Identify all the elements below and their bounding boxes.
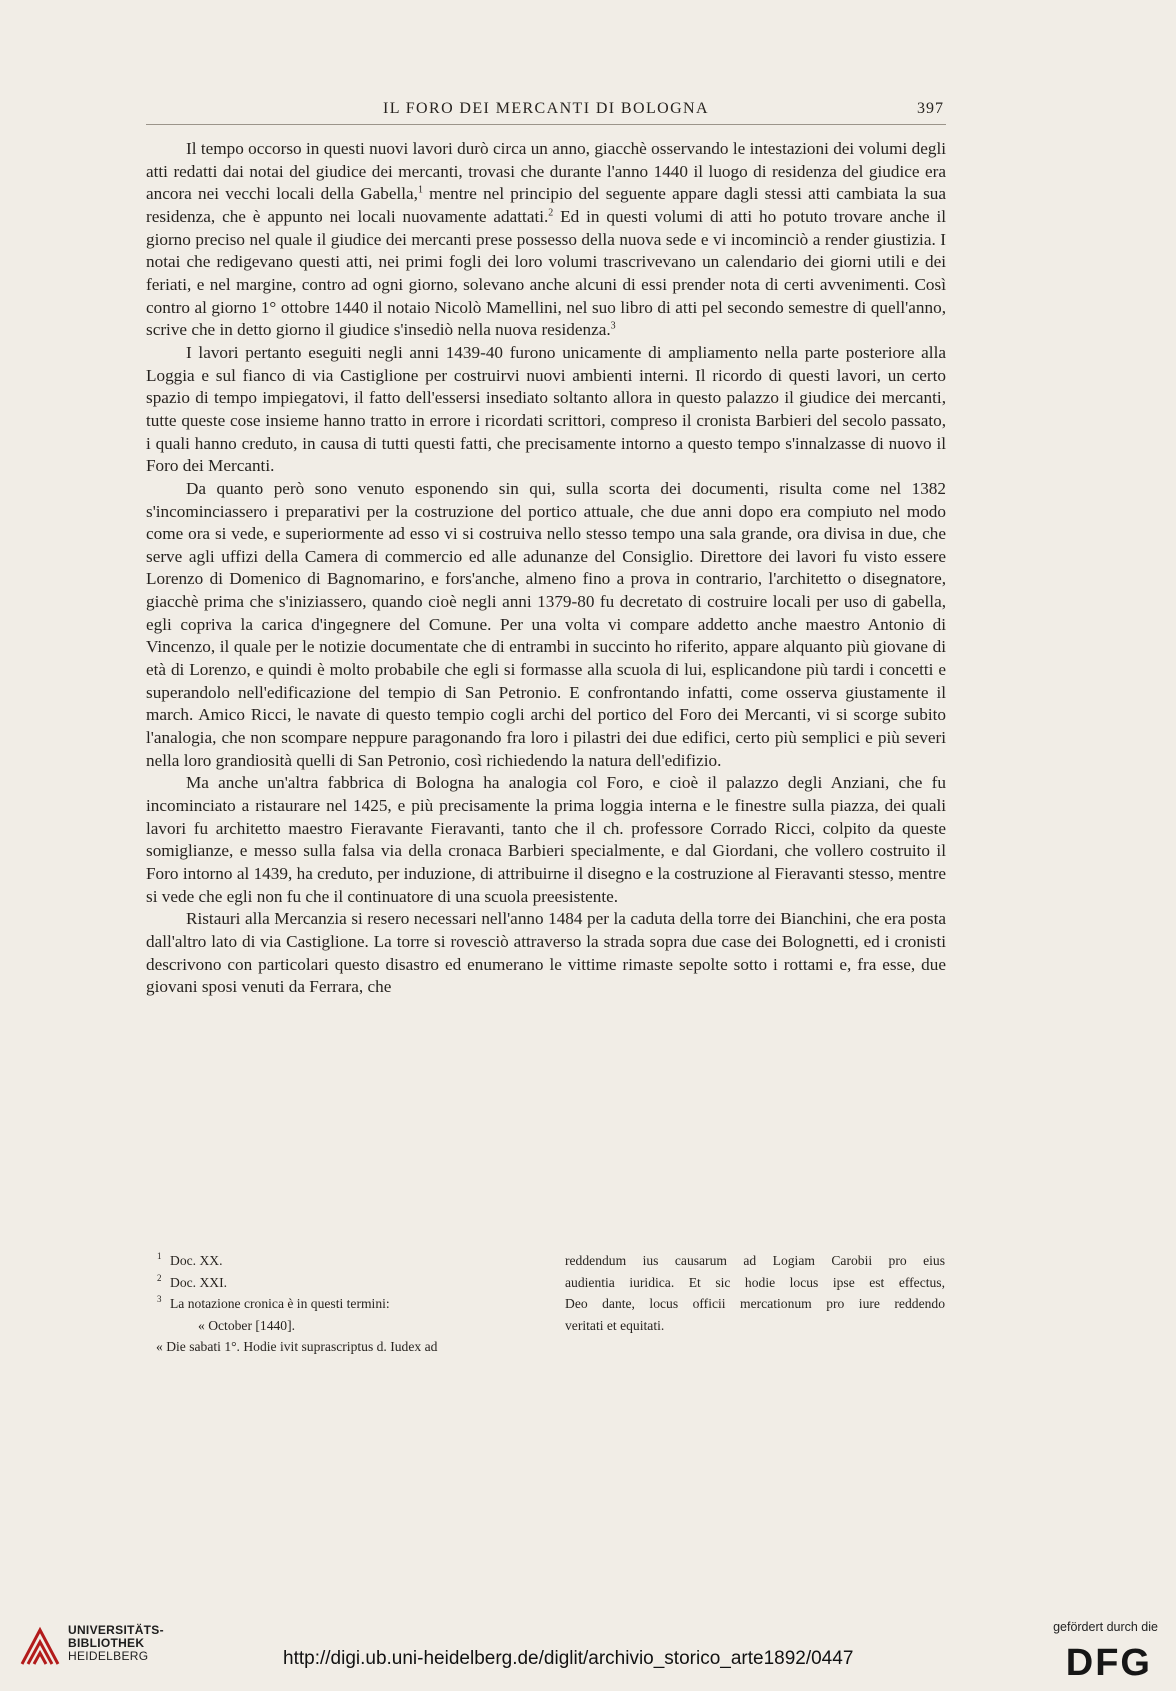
footer-bar [0, 1602, 1176, 1691]
footnote-text: La notazione cronica è in questi termini: [170, 1296, 390, 1311]
permalink-url[interactable]: http://digi.ub.uni-heidelberg.de/diglit/archivio_storico_arte1892/0447 [283, 1648, 854, 1669]
footnote-line [157, 1293, 540, 1315]
footnote-mark: 3 [157, 1294, 162, 1304]
footnote-text: « Die sabati 1°. Hodie ivit suprascriptus d. Iudex ad [156, 1339, 438, 1354]
footnote-ref-1: 1 [417, 184, 423, 196]
library-name-line-2: BIBLIOTHEK [68, 1636, 145, 1650]
footnote-text: « October [1440]. [198, 1317, 296, 1333]
paragraph-1-text-c: Ed in questi volumi di atti ho potuto trovare anche il giorno preciso nel quale il giudice dei mercanti prese possesso della nuova sede e vi incominciò a render giustizia. I notai che redigevano questi atti, nei primi fogli dei loro volumi trascrivevano un calendario dei giorni utili e dei feriati, e nel margine, contro ad ogni giorno, solevano anche alcuni di essi prender nota di certi avvenimenti. Così contro al giorno 1° ottobre 1440 il notaio Nicolò Mamellini, nel suo libro di atti pel secondo semestre di quell'anno, scrive che in detto giorno il giudice s'insediò nella nuova residenza. [146, 206, 946, 340]
library-name [68, 1624, 164, 1663]
footnote-line [157, 1272, 540, 1294]
paragraph-3: Da quanto però sono venuto esponendo sin qui, sulla scorta dei documenti, risulta come nel 1382 s'incominciassero i preparativi per la costruzione del portico attuale, che due anni dopo era compiuto nel modo come ora si vede, e superiormente ad esso vi si costruiva nello stesso tempo una sala grande, ora divisa in due, che serve agli uffizi della Camera di commercio ed alle adunanze del Consiglio. Direttore dei lavori fu visto essere Lorenzo di Domenico di Bagnomarino, e fors'anche, almeno fino a prova in contrario, l'architetto o disegnatore, giacchè prima che s'iniziassero, quando cioè negli anni 1379-80 fu decretato di costruire locali per uso di gabella, egli copriva la carica d'ingegnere del Comune. Per una volta vi compare addetto anche maestro Antonio di Vincenzo, il quale per le notizie documentate che di entrambi in succinto ho riferito, appare alquanto più giovane di età di Lorenzo, e quindi è molto probabile che egli si formasse alla scuola di lui, esplicandone più tardi i concetti e superandolo nell'edificazione del tempio di San Petronio. E confrontando infatti, come osserva giustamente il march. Amico Ricci, le navate di questo tempio cogli archi del portico del Foro dei Mercanti, vi si scorge subito l'analogia, che non scompare neppure paragonando fra loro i pilastri dei due edifici, certo più semplici e più severi nella loro grandiosità quelli di San Petronio, così richiedendo la natura dell'edifizio. [146, 478, 946, 770]
running-title: IL FORO DEI MERCANTI DI BOLOGNA [383, 100, 709, 117]
paragraph-5: Ristauri alla Mercanzia si resero necessari nell'anno 1484 per la caduta della torre dei Bianchini, che era posta dall'altro lato di via Castiglione. La torre si rovesciò attraverso la strada sopra due case dei Bolognetti, ed i cronisti descrivono con particolari questo disastro ed enumerano le vittime rimaste sepolte sotto i rottami e, fra esse, due giovani sposi venuti da Ferrara, che [146, 909, 946, 997]
footnote-line: reddendum ius causarum ad Logiam Carobii pro eius [565, 1253, 945, 1268]
dfg-logo: DFG [1065, 1642, 1152, 1684]
footnote-line [156, 1336, 540, 1358]
running-head [146, 98, 946, 125]
paragraph-1 [146, 138, 946, 342]
footnotes-right-column [565, 1250, 945, 1336]
paragraph-4: Ma anche un'altra fabbrica di Bologna ha analogia col Foro, e cioè il palazzo degli Anziani, che fu incominciato a ristaurare nel 1425, e più precisamente la prima loggia interna e le finestre sulla piazza, dei quali lavori fu architetto maestro Fieravante Fieravanti, tanto che il ch. professore Corrado Ricci, colpito da queste somiglianze, e messo sulla falsa via della cronaca Barbieri specialmente, e dal Giordani, che vollero costruito il Foro intorno al 1439, ha creduto, per induzione, di attribuirne il disegno e la costruzione al Fieravanti stesso, mentre si vede che egli non fu che il continuatore di una scuola preesistente. [146, 773, 946, 906]
paragraph-1-text-a: Il tempo occorso in questi nuovi lavori durò circa un anno, giacchè osservando le intestazioni dei volumi degli atti redatti dai notai del giudice dei mercanti, trovasi che durante l'anno 1440 il luogo di residenza del giudice era ancora nei vecchi locali della Gabella, [146, 139, 946, 204]
footnote-ref-3: 3 [610, 320, 616, 332]
footnote-text: Doc. XX. [170, 1253, 223, 1268]
footnote-line: veritati et equitati. [565, 1317, 665, 1333]
footnotes-left-column [156, 1250, 540, 1358]
footnote-mark: 1 [157, 1251, 162, 1261]
footnote-text: Doc. XXI. [170, 1274, 228, 1290]
paragraph-2: I lavori pertanto eseguiti negli anni 1439-40 furono unicamente di ampliamento nella parte posteriore alla Loggia e sul fianco di via Castiglione per costruirvi nuovi ambienti interni. Il ricordo di questi lavori, un certo spazio di tempo impiegatovi, il fatto dell'essersi insediato soltanto allora in questo palazzo il giudice dei mercanti, tutte queste cose insieme hanno tratto in errore i ricordati scrittori, compreso il cronista Barbieri del secolo passato, i quali hanno creduto, in causa di tutti questi fatti, che precisamente intorno a questo tempo s'innalzasse di nuovo il Foro dei Mercanti. [146, 342, 946, 476]
library-name-line-3: HEIDELBERG [68, 1649, 149, 1663]
funded-by-label: gefördert durch die [1053, 1620, 1158, 1634]
paragraph-1-text-b: mentre nel principio del seguente appare dagli stessi atti cambiata la sua residenza, che è appunto nei locali nuovamente adattati. [146, 184, 946, 226]
footnote-line: audientia iuridica. Et sic hodie locus ipse est effectus, [565, 1274, 945, 1290]
footnote-line: Deo dante, locus officii mercationum pro iure reddendo [565, 1296, 945, 1311]
footnote-ref-2: 2 [548, 207, 554, 219]
library-name-line-1: UNIVERSITÄTS- [68, 1623, 164, 1637]
body-text [146, 138, 946, 999]
page-number: 397 [917, 100, 944, 117]
footnote-line [157, 1250, 540, 1272]
footnote-mark: 2 [157, 1272, 162, 1283]
footnote-line [170, 1315, 540, 1337]
library-logo-icon [18, 1624, 62, 1668]
